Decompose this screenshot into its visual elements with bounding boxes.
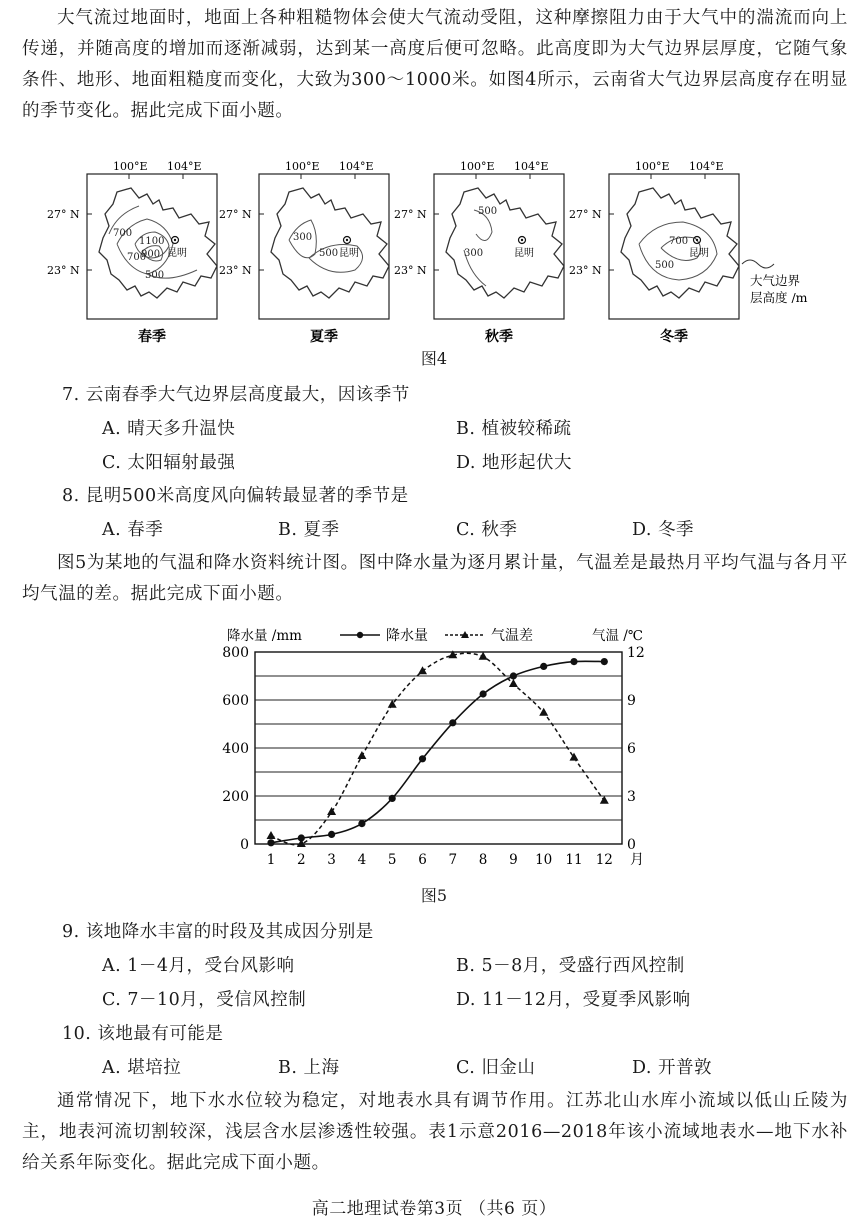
question-9-stem: 9. 该地降水丰富的时段及其成因分别是	[62, 922, 374, 942]
q9-option-d[interactable]: D. 11－12月，受夏季风影响	[456, 990, 691, 1010]
precip-point	[601, 658, 608, 665]
precip-point	[510, 672, 517, 679]
precip-point	[328, 831, 335, 838]
temp-point	[267, 831, 276, 839]
right-axis-tick-label: 3	[627, 789, 636, 805]
province-outline	[271, 188, 389, 298]
page-footer: 高二地理试卷第3页 （共6 页）	[311, 1199, 557, 1219]
contour-label: 1100	[139, 236, 165, 247]
x-axis-tick-label: 5	[387, 852, 397, 868]
q10-option-a[interactable]: A. 堪培拉	[102, 1058, 182, 1078]
x-axis-tick-label: 11	[565, 852, 583, 868]
q7-option-c[interactable]: C. 太阳辐射最强	[102, 453, 236, 473]
precip-point	[358, 820, 365, 827]
maps-svg	[0, 152, 868, 345]
longitude-label: 104°E	[339, 160, 374, 173]
question-7-stem: 7. 云南春季大气边界层高度最大，因该季节	[62, 385, 410, 405]
latitude-label: 27° N	[219, 208, 252, 221]
latitude-label: 27° N	[47, 208, 80, 221]
city-label: 昆明	[514, 248, 534, 259]
left-axis-tick-label: 400	[222, 741, 249, 757]
longitude-label: 100°E	[285, 160, 320, 173]
temp-point	[327, 807, 336, 815]
x-axis-tick-label: 7	[448, 852, 458, 868]
contour-label: 300	[464, 248, 484, 259]
season-label: 春季	[138, 329, 166, 345]
contour-label: 700	[113, 228, 133, 239]
q9-option-a[interactable]: A. 1－4月，受台风影响	[102, 956, 295, 976]
q8-option-b[interactable]: B. 夏季	[278, 520, 340, 540]
latitude-label: 27° N	[569, 208, 602, 221]
right-axis-title: 气温 /℃	[592, 628, 643, 644]
q10-option-c[interactable]: C. 旧金山	[456, 1058, 536, 1078]
city-label: 昆明	[689, 248, 709, 259]
map-frame	[434, 174, 564, 319]
left-axis-title: 降水量 /mm	[227, 628, 302, 644]
left-axis-tick-label: 200	[222, 789, 249, 805]
q9-option-c[interactable]: C. 7－10月，受信风控制	[102, 990, 307, 1010]
x-axis-tick-label: 12	[595, 852, 613, 868]
season-label: 夏季	[310, 329, 338, 345]
intro-paragraph-3: 通常情况下，地下水水位较为稳定，对地表水具有调节作用。江苏北山水库小流域以低山丘陵为主，地表河流切割较深，浅层含水层渗透性较强。表1示意2016—2018年该小流域地表水—地下水补给关系年际变化。据此完成下面小题。	[22, 1091, 848, 1173]
precip-point	[480, 690, 487, 697]
city-label: 昆明	[167, 248, 187, 259]
precip-point	[449, 719, 456, 726]
contour-label: 500	[655, 260, 675, 271]
legend-contour-symbol	[742, 260, 774, 268]
kunming-marker-center	[174, 239, 176, 241]
question-8-stem: 8. 昆明500米高度风向偏转最显著的季节是	[62, 486, 409, 506]
latitude-label: 23° N	[219, 264, 252, 277]
x-axis-tick-label: 10	[535, 852, 553, 868]
city-label: 昆明	[339, 248, 359, 259]
longitude-label: 104°E	[167, 160, 202, 173]
x-axis-tick-label: 9	[509, 852, 518, 868]
contour-label: 500	[478, 206, 498, 217]
series-line-temp	[271, 653, 604, 845]
temp-point	[418, 666, 427, 674]
latitude-label: 23° N	[569, 264, 602, 277]
longitude-label: 100°E	[460, 160, 495, 173]
x-axis-tick-label: 8	[478, 852, 488, 868]
latitude-label: 23° N	[394, 264, 427, 277]
x-axis-tick-label: 2	[297, 852, 306, 868]
contour-label: 700	[669, 236, 689, 247]
left-axis-tick-label: 0	[240, 837, 249, 853]
intro-paragraph-2: 图5为某地的气温和降水资料统计图。图中降水量为逐月累计量，气温差是最热月平均气温与各月平均气温的差。据此完成下面小题。	[22, 553, 848, 604]
right-axis-tick-label: 9	[627, 693, 636, 709]
legend-marker-precip	[357, 632, 363, 638]
map-4	[569, 160, 739, 345]
left-axis-tick-label: 600	[222, 693, 249, 709]
precip-point	[540, 663, 547, 670]
latitude-label: 27° N	[394, 208, 427, 221]
x-axis-tick-label: 4	[357, 852, 367, 868]
longitude-label: 100°E	[113, 160, 148, 173]
x-axis-tick-label: 3	[327, 852, 336, 868]
legend-label: 大气边界	[750, 273, 801, 288]
precip-point	[267, 839, 274, 846]
season-label: 秋季	[485, 329, 513, 345]
figure-5-chart	[0, 616, 868, 866]
contour-label: 900	[141, 249, 161, 260]
contour-label: 500	[319, 248, 339, 259]
maps-layer	[0, 152, 868, 345]
kunming-marker-center	[521, 239, 523, 241]
kunming-marker-center	[696, 239, 698, 241]
right-axis-tick-label: 12	[627, 645, 645, 661]
contour-label: 500	[145, 270, 165, 281]
longitude-label: 100°E	[635, 160, 670, 173]
intro-paragraph: 大气流过地面时，地面上各种粗糙物体会使大气流动受阻，这种摩擦阻力由于大气中的湍流而向上传递，并随高度的增加而逐渐减弱，达到某一高度后便可忽略。此高度即为大气边界层厚度，它随气象条件、地形、地面粗糙度而变化，大致为300～1000米。如图4所示，云南省大气边界层高度存在明显的季节变化。据此完成下面小题。	[22, 8, 848, 121]
q10-option-b[interactable]: B. 上海	[278, 1058, 340, 1078]
x-axis-unit: 月	[630, 852, 644, 868]
legend-label-precip: 降水量	[386, 628, 428, 644]
map-2	[219, 160, 389, 345]
map-3	[394, 160, 564, 345]
figure-4-caption: 图4	[420, 349, 448, 368]
q7-option-a[interactable]: A. 晴天多升温快	[102, 419, 236, 439]
x-axis-tick-label: 6	[418, 852, 427, 868]
legend-label: 层高度 /m	[750, 290, 808, 305]
map-1	[47, 160, 217, 345]
temp-point	[600, 796, 609, 804]
contour-label: 700	[127, 252, 147, 263]
figure-5-caption: 图5	[420, 886, 448, 905]
q9-option-b[interactable]: B. 5－8月，受盛行西风控制	[456, 956, 685, 976]
longitude-label: 104°E	[689, 160, 724, 173]
q8-option-d[interactable]: D. 冬季	[632, 520, 695, 540]
legend-label-temp: 气温差	[491, 628, 533, 644]
map-frame	[259, 174, 389, 319]
q10-option-d[interactable]: D. 开普敦	[632, 1058, 713, 1078]
right-axis-tick-label: 6	[627, 741, 636, 757]
kunming-marker-center	[346, 239, 348, 241]
x-axis-tick-label: 1	[266, 852, 276, 868]
temp-point	[479, 652, 488, 660]
province-outline	[446, 188, 564, 298]
season-label: 冬季	[660, 329, 688, 345]
contour-label: 300	[293, 232, 313, 243]
right-axis-tick-label: 0	[627, 837, 636, 853]
precip-point	[570, 658, 577, 665]
q8-option-a[interactable]: A. 春季	[102, 520, 164, 540]
question-10-stem: 10. 该地最有可能是	[62, 1024, 224, 1044]
precip-point	[389, 795, 396, 802]
longitude-label: 104°E	[514, 160, 549, 173]
series-line-precip	[271, 661, 604, 843]
q7-option-d[interactable]: D. 地形起伏大	[456, 453, 573, 473]
q8-option-c[interactable]: C. 秋季	[456, 520, 518, 540]
precip-point	[419, 755, 426, 762]
temp-point	[357, 751, 366, 759]
latitude-label: 23° N	[47, 264, 80, 277]
q7-option-b[interactable]: B. 植被较稀疏	[456, 419, 572, 439]
map-legend	[742, 260, 808, 305]
left-axis-tick-label: 800	[222, 645, 249, 661]
